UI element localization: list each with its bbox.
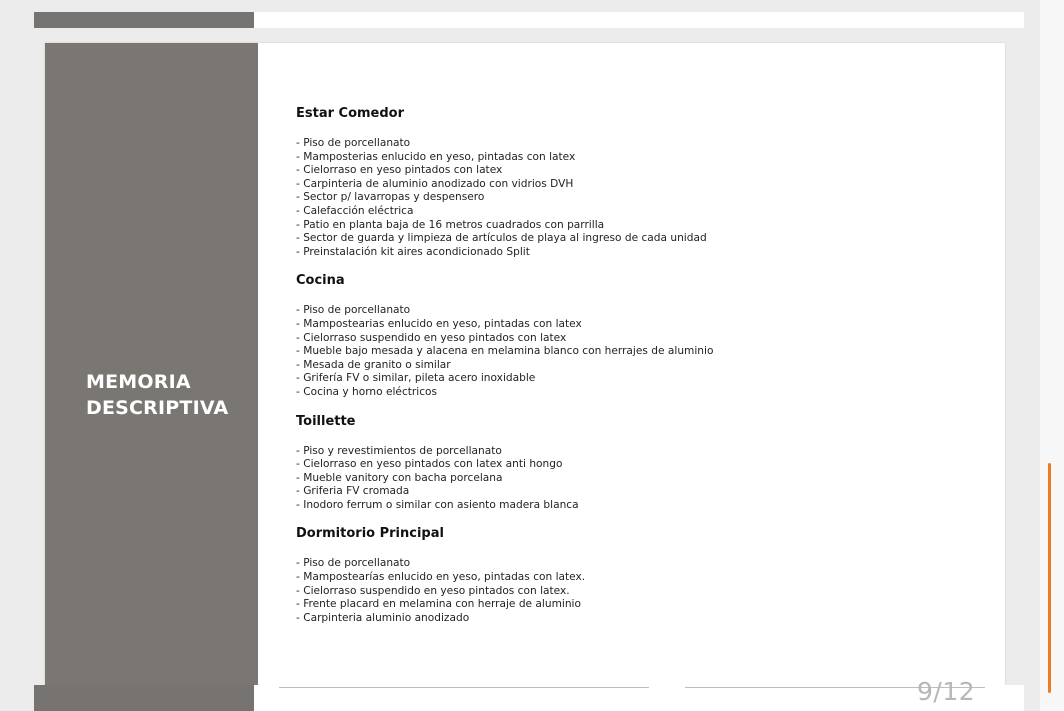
page-counter: 9/12 <box>917 677 976 706</box>
next-page-edge[interactable] <box>34 685 1024 711</box>
list-item: - Piso de porcellanato <box>296 557 411 570</box>
list-item: - Piso de porcellanato <box>296 137 411 149</box>
page-sidebar <box>45 43 258 685</box>
previous-page-edge[interactable] <box>34 12 1024 28</box>
list-item: - Mueble vanitory con bacha porcelana <box>296 471 503 484</box>
next-page-rule <box>279 687 649 688</box>
list-item: - Carpinteria aluminio anodizado <box>296 611 470 624</box>
list-item: - Cielorraso en yeso pintados con latex <box>296 164 503 177</box>
list-item: - Griferia FV cromada <box>296 485 410 498</box>
list-item: - Patio en planta baja de 16 metros cuadrados con parrilla <box>296 218 605 231</box>
list-item: - Cocina y horno eléctricos <box>296 385 438 398</box>
list-item: - Inodoro ferrum o similar con asiento madera blanca <box>296 498 579 511</box>
list-item: - Carpinteria de aluminio anodizado con vidrios DVH <box>296 177 574 190</box>
list-item: - Mampostearias enlucido en yeso, pintadas con latex <box>296 317 582 330</box>
section-heading: Dormitorio Principal <box>296 526 444 542</box>
list-item: - Mesada de granito o similar <box>296 358 451 371</box>
list-item: - Mampostearías enlucido en yeso, pintadas con latex. <box>296 571 586 584</box>
section-cocina <box>296 272 976 399</box>
scrollbar-track[interactable] <box>1040 0 1064 711</box>
section-estar-comedor <box>296 105 976 259</box>
section-dormitorio-principal <box>296 525 976 625</box>
list-item: - Sector p/ lavarropas y despensero <box>296 191 485 204</box>
section-heading: Estar Comedor <box>296 106 405 121</box>
page-title <box>86 369 256 421</box>
list-item: - Piso y revestimientos de porcellanato <box>296 444 502 457</box>
page-title-line-1: MEMORIA <box>86 371 191 393</box>
list-item: - Cielorraso suspendido en yeso pintados con latex. <box>296 584 570 597</box>
page-title-line-2: DESCRIPTIVA <box>86 397 229 419</box>
document-page <box>45 43 1005 685</box>
list-item: - Preinstalación kit aires acondicionado Split <box>296 245 530 258</box>
item-list <box>296 304 976 399</box>
list-item: - Sector de guarda y limpieza de artículos de playa al ingreso de cada unidad <box>296 232 707 245</box>
page-content <box>296 105 976 638</box>
section-toillette <box>296 413 976 513</box>
list-item: - Calefacción eléctrica <box>296 204 414 217</box>
list-item: - Mueble bajo mesada y alacena en melamina blanco con herrajes de aluminio <box>296 345 714 358</box>
scrollbar-thumb[interactable] <box>1048 463 1051 693</box>
section-heading: Toillette <box>296 413 356 429</box>
item-list <box>296 445 976 513</box>
list-item: - Grifería FV o similar, pileta acero inoxidable <box>296 372 536 385</box>
list-item: - Mamposterias enlucido en yeso, pintadas con latex <box>296 150 576 163</box>
next-page-sidebar <box>34 685 254 711</box>
section-heading: Cocina <box>296 273 345 289</box>
item-list <box>296 137 976 259</box>
list-item: - Cielorraso suspendido en yeso pintados con latex <box>296 331 567 344</box>
list-item: - Cielorraso en yeso pintados con latex anti hongo <box>296 458 563 471</box>
previous-page-sidebar <box>34 12 254 28</box>
list-item: - Piso de porcellanato <box>296 304 411 317</box>
item-list <box>296 557 976 625</box>
list-item: - Frente placard en melamina con herraje de aluminio <box>296 598 581 611</box>
